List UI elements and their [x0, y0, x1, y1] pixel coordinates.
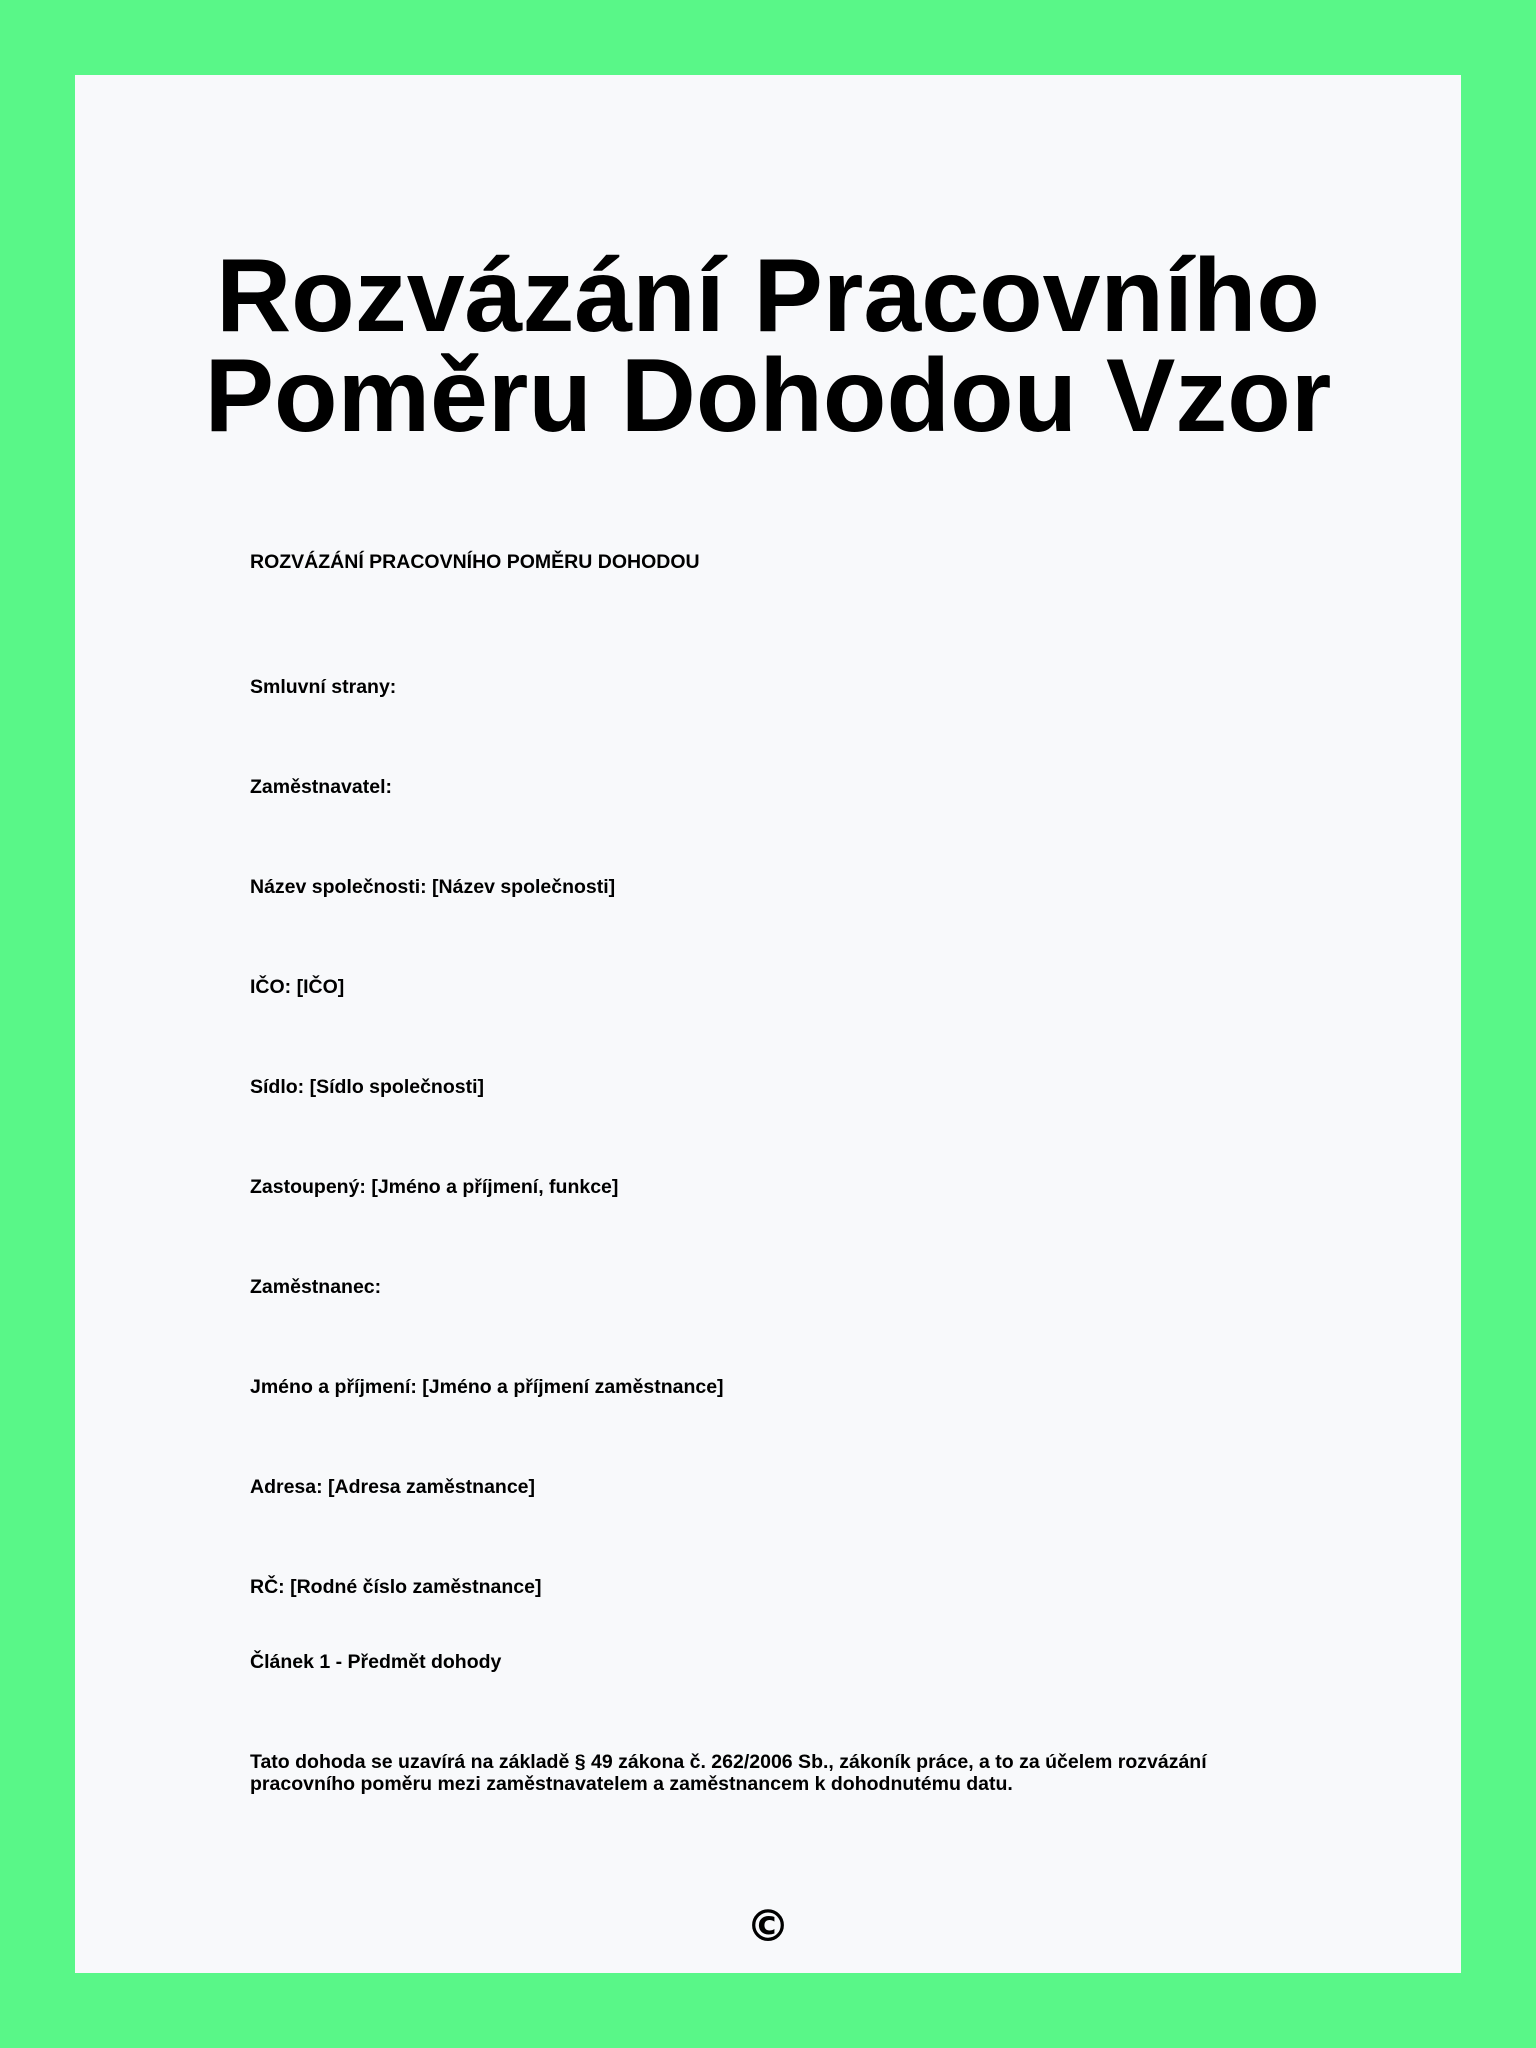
title-line-1: Rozvázání Pracovního	[216, 238, 1320, 354]
ico-field: IČO: [IČO]	[250, 976, 345, 998]
document-title	[0, 238, 1536, 454]
employer-label: Zaměstnavatel:	[250, 776, 392, 798]
employee-address-field: Adresa: [Adresa zaměstnance]	[250, 1476, 536, 1498]
title-line-2: Poměru Dohodou Vzor	[204, 338, 1332, 454]
employee-label: Zaměstnanec:	[250, 1276, 382, 1298]
company-name-field: Název společnosti: [Název společnosti]	[250, 876, 616, 898]
seat-field: Sídlo: [Sídlo společnosti]	[250, 1076, 484, 1098]
copyright-icon: ©	[746, 1901, 790, 1952]
article-1-text: Tato dohoda se uzavírá na základě § 49 zákona č. 262/2006 Sb., zákoník práce, a to za účelem rozvázání pracovního poměru mezi zaměstnavatelem a zaměstnancem k dohodnutému datu.	[250, 1751, 1207, 1795]
represented-by-field: Zastoupený: [Jméno a příjmení, funkce]	[250, 1176, 619, 1198]
article-1-heading: Článek 1 - Předmět dohody	[250, 1651, 502, 1673]
agreement-heading: ROZVÁZÁNÍ PRACOVNÍHO POMĚRU DOHODOU	[250, 551, 700, 573]
birth-number-field: RČ: [Rodné číslo zaměstnance]	[250, 1576, 542, 1598]
parties-label: Smluvní strany:	[250, 676, 397, 698]
employee-name-field: Jméno a příjmení: [Jméno a příjmení zaměstnance]	[250, 1376, 724, 1398]
